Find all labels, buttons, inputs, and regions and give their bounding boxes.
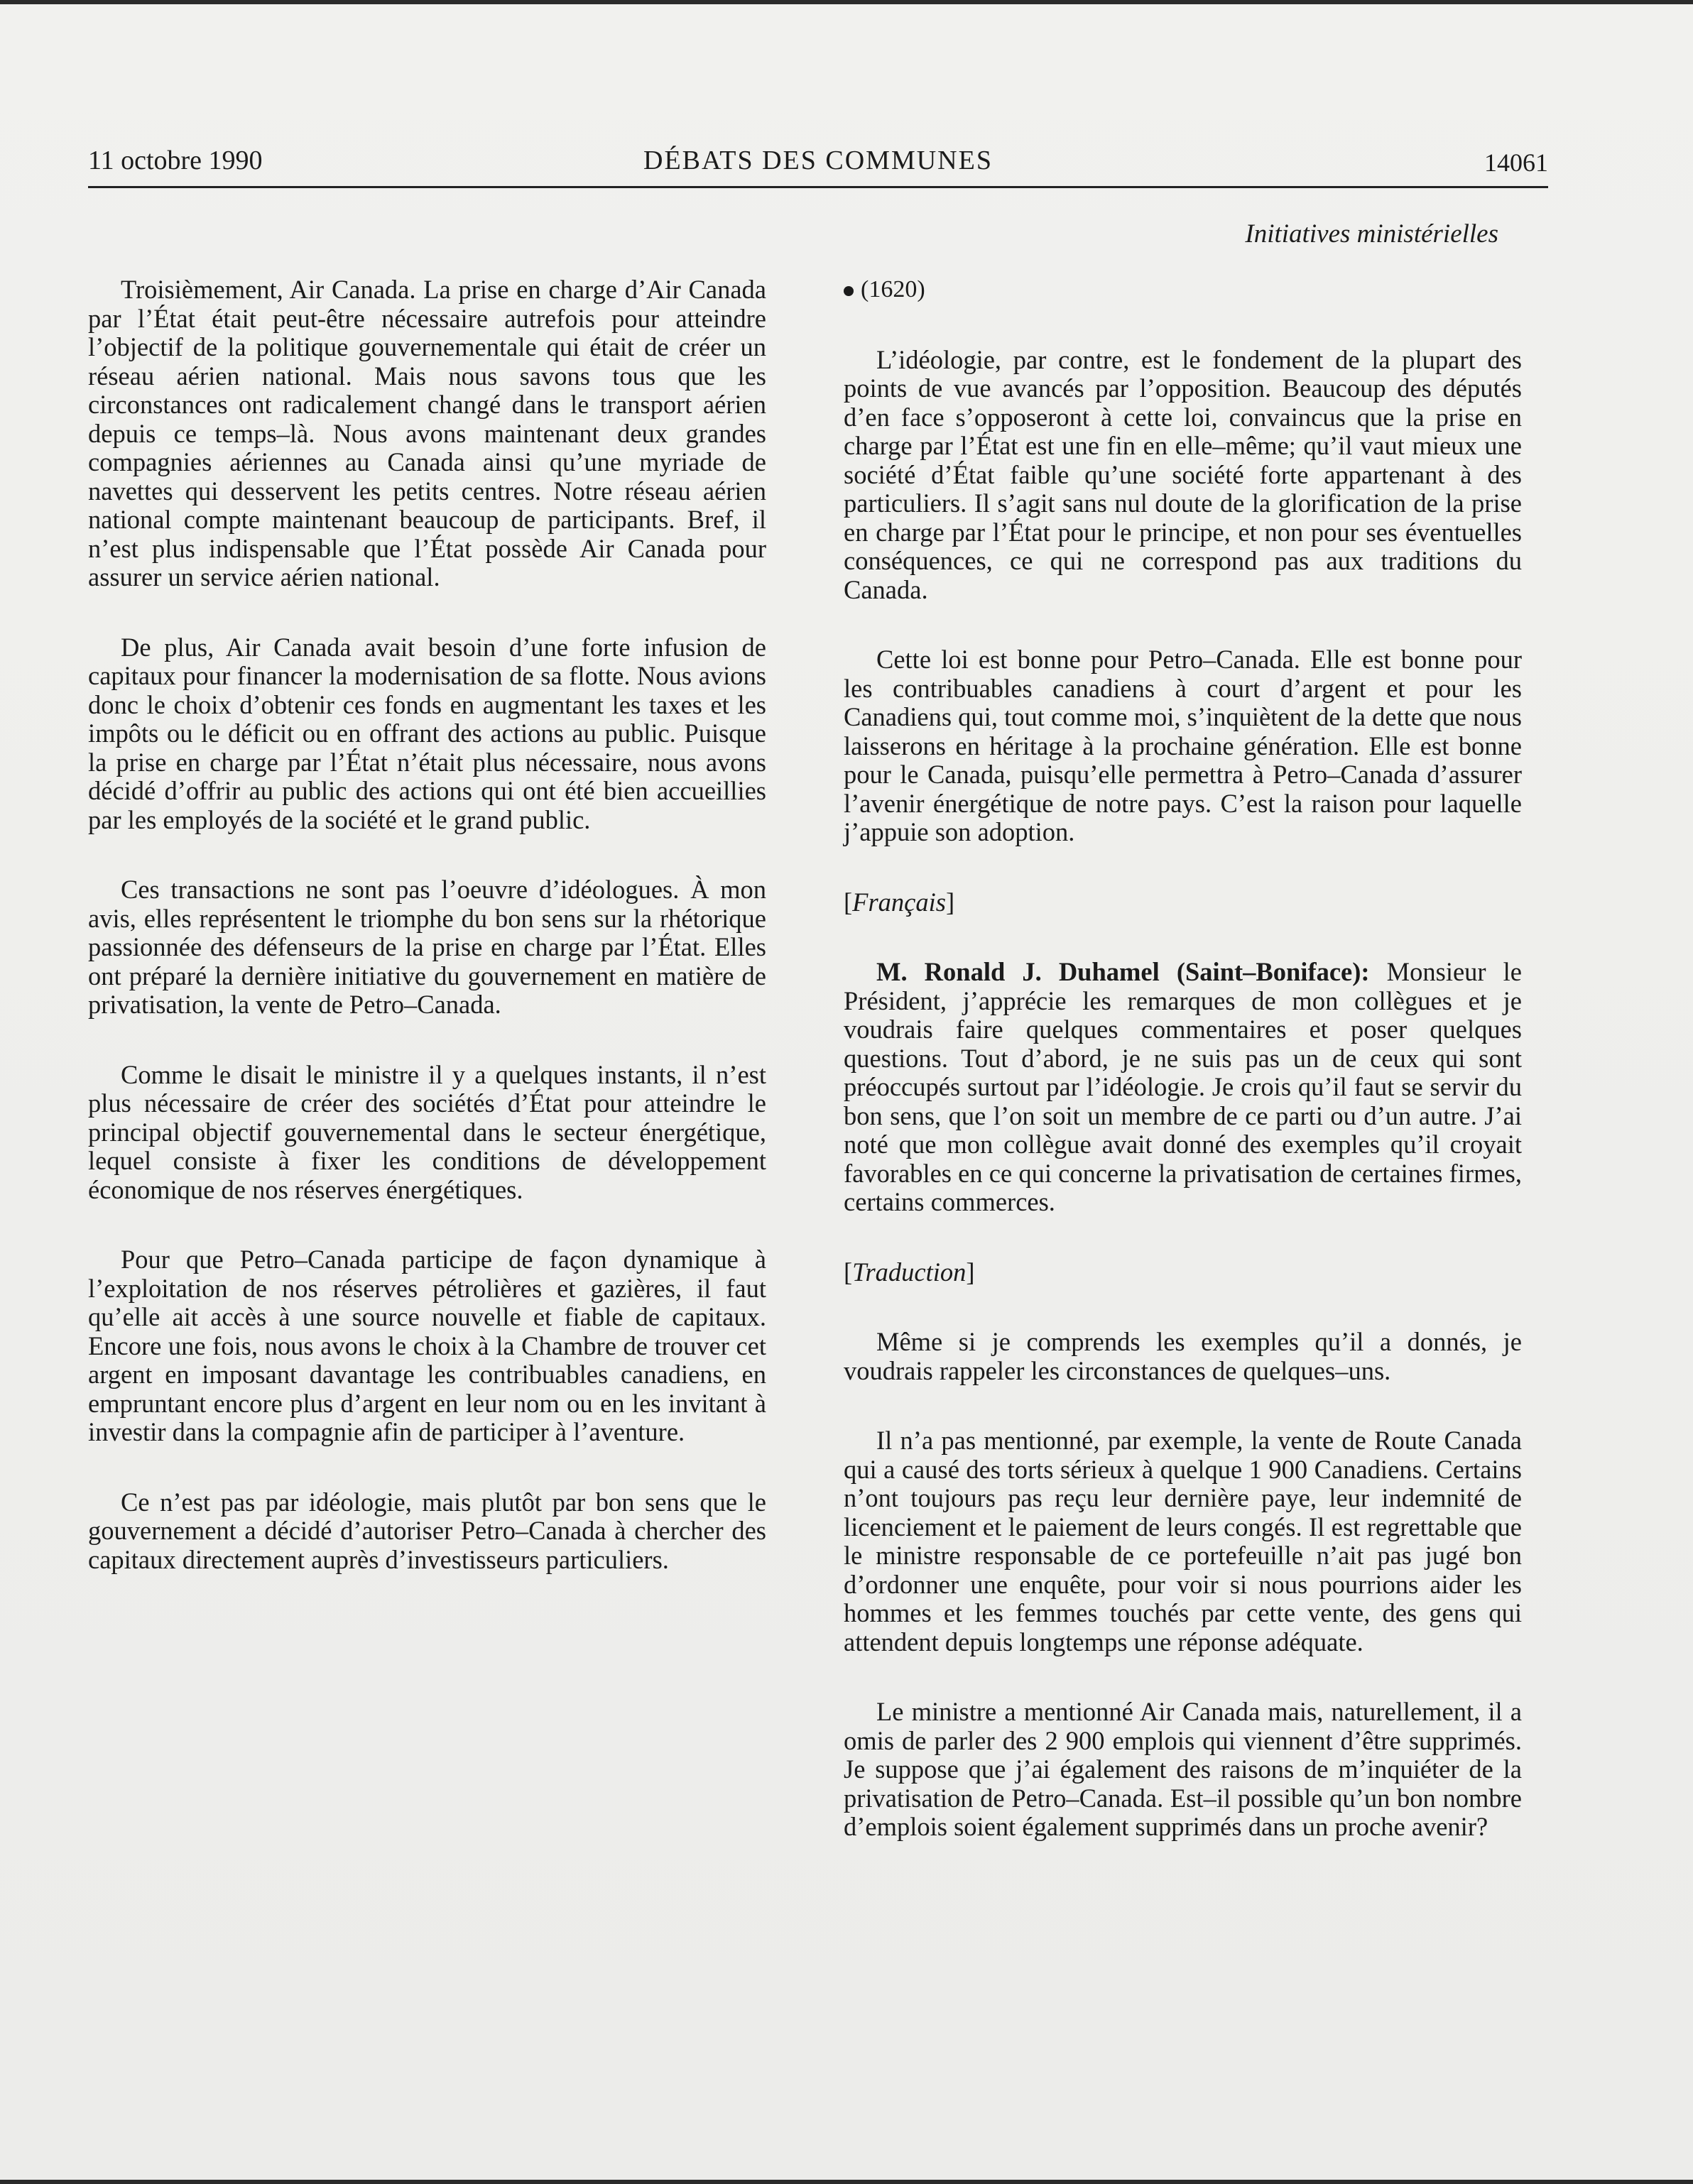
header-title: DÉBATS DES COMMUNES [643,146,993,175]
left-column [88,275,766,1615]
page-number: 14061 [1484,148,1548,177]
language-label: Français [852,887,946,917]
speech-paragraph [844,958,1522,1217]
speech-text: Monsieur le Président, j’apprécie les remarques de mon collègues et je voudrais faire quelques commentaires et poser quelques questions. Tout d’abord, je ne suis pas un de ceux qui sont préoccupés surtout par l’idéologie. Je crois qu’il faut se servir du bon sens, que l’on soit un membre de ce parti ou d’un autre. J’ai noté que mon collègue avait donné des exemples qu’il croyait favorables en ce qui concerne la privatisation de certaines firmes, certains commerces. [844,957,1522,1216]
paragraph: Troisièmement, Air Canada. La prise en charge d’Air Canada par l’État était peut-être nécessaire autrefois pour atteindre l’objectif de la politique gouvernementale qui était de créer un réseau aérien national. Mais nous savons tous que les circonstances ont radicalement changé dans le transport aérien depuis ce temps–là. Nous avons maintenant deux grandes compagnies aériennes au Canada ainsi qu’une myriade de navettes qui desservent les petits centres. Notre réseau aérien national compte maintenant beaucoup de participants. Bref, il n’est plus indispensable que l’État possède Air Canada pour assurer un service aérien national. [88,275,766,591]
paragraph: Comme le disait le ministre il y a quelques instants, il n’est plus nécessaire de créer des sociétés d’État pour atteindre le principal objectif gouvernemental dans le secteur énergétique, lequel consiste à fixer les conditions de développement économique de nos réserves énergétiques. [88,1059,766,1204]
language-label: Traduction [852,1257,967,1287]
paragraph: Ce n’est pas par idéologie, mais plutôt par bon sens que le gouvernement a décidé d’autoriser Petro–Canada à chercher des capitaux directement auprès d’investisseurs particuliers. [88,1487,766,1574]
language-note-francais: [Français] [844,887,955,917]
speaker-name: M. Ronald J. Duhamel (Saint–Boniface): [876,957,1370,986]
paragraph: Pour que Petro–Canada participe de façon dynamique à l’exploitation de nos réserves pétrolières et gazières, il faut qu’elle ait accès à une source nouvelle et fiable de capitaux. Encore une fois, nous avons le choix à la Chambre de trouver cet argent en imposant davantage les contribuables canadiens, en empruntant encore plus d’argent en leur nom ou en les invitant à investir dans la compagnie afin de participer à l’aventure. [88,1245,766,1446]
right-column [844,275,1522,1883]
running-head: Initiatives ministérielles [1245,219,1498,249]
scan-bottom-edge [0,2180,1693,2184]
language-note-traduction: [Traduction] [844,1257,975,1287]
scan-top-edge [0,0,1693,4]
paragraph: De plus, Air Canada avait besoin d’une forte infusion de capitaux pour financer la modernisation de sa flotte. Nous avions donc le choix d’obtenir ces fonds en augmentant les taxes et les impôts ou le déficit ou en offrant des actions au public. Puisque la prise en charge par l’État n’était plus nécessaire, nous avons décidé d’offrir au public des actions qui ont été bien accueillies par les employés de la société et le grand public. [88,632,766,834]
page-header [88,142,1548,187]
time-marker [844,275,1522,305]
header-date: 11 octobre 1990 [88,146,263,175]
paragraph: Même si je comprends les exemples qu’il a donnés, je voudrais rappeler les circonstances de quelques–uns. [844,1327,1522,1385]
header-rule [88,186,1548,188]
paragraph: Ces transactions ne sont pas l’oeuvre d’idéologues. À mon avis, elles représentent le triomphe du bon sens sur la rhétorique passionnée des défenseurs de la prise en charge par l’État. Elles ont préparé la dernière initiative du gouvernement en matière de privatisation, la vente de Petro–Canada. [88,875,766,1019]
time-marker-text: (1620) [861,276,925,302]
paragraph: Le ministre a mentionné Air Canada mais, naturellement, il a omis de parler des 2 900 emplois qui viennent d’être supprimés. Je suppose que j’ai également des raisons de m’inquiéter de la privatisation de Petro–Canada. Est–il possible qu’un bon nombre d’emplois soient également supprimés dans un proche avenir? [844,1697,1522,1841]
paragraph: L’idéologie, par contre, est le fondement de la plupart des points de vue avancés par l’opposition. Beaucoup des députés d’en face s’opposeront à cette loi, convaincus que la prise en charge par l’État est une fin en elle–même; qu’il vaut mieux une société d’État faible qu’une société forte appartenant à des particuliers. Il s’agit sans nul doute de la glorification de la prise en charge par l’État pour le principe, et non pour ses éventuelles conséquences, ce qui ne correspond pas aux traditions du Canada. [844,344,1522,604]
paragraph: Cette loi est bonne pour Petro–Canada. Elle est bonne pour les contribuables canadiens à court d’argent et pour les Canadiens qui, tout comme moi, s’inquiètent de la dette que nous laisserons en héritage à la prochaine génération. Elle est bonne pour le Canada, puisqu’elle permettra à Petro–Canada d’assurer l’avenir énergétique de notre pays. C’est la raison pour laquelle j’appuie son adoption. [844,645,1522,846]
paragraph: Il n’a pas mentionné, par exemple, la vente de Route Canada qui a causé des torts sérieux à quelque 1 900 Canadiens. Certains n’ont toujours pas reçu leur dernière paye, leur indemnité de licenciement et le paiement de leurs congés. Il est regrettable que le ministre responsable de ce portefeuille n’ait pas jugé bon d’ordonner une enquête, pour voir si nous pourrions aider les hommes et les femmes touchés par cette vente, des gens qui attendent depuis longtemps une réponse adéquate. [844,1426,1522,1656]
bullet-icon [844,286,854,296]
